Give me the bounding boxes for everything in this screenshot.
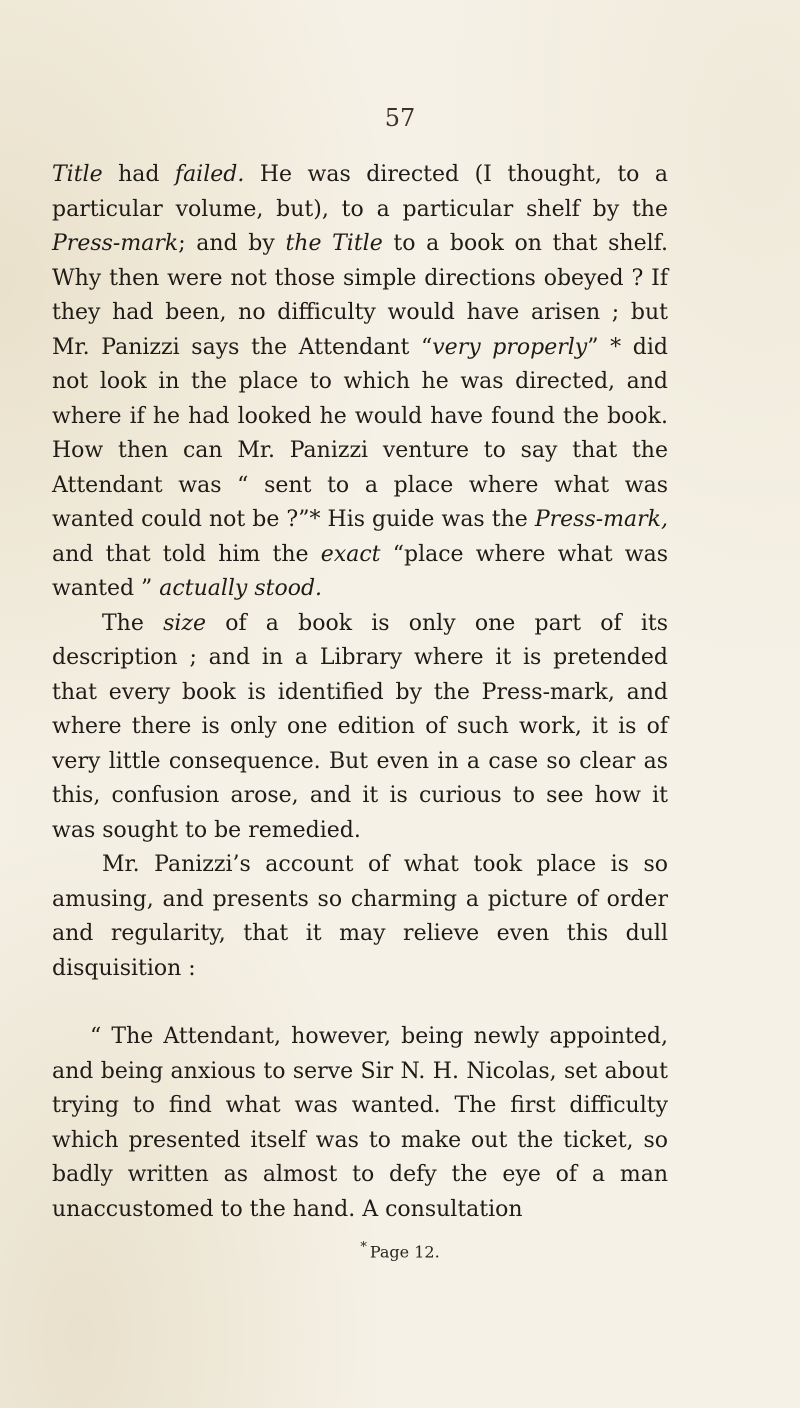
text-span: of a book is only one part of its description ; and in a Library where it is pretended that every book is identified by the Press-mark, and where there is only one edition of such work, it is of very little consequence. But even in a case so clear as this, confusion arose, and it is curious to see how it was sought to be remedied. <box>52 610 668 843</box>
italic-text-span: the Title <box>285 231 383 256</box>
paragraph <box>52 158 668 607</box>
footnote <box>0 1240 800 1261</box>
text-span: to a book on that shelf. Why then were not those simple directions obeyed ? If they had been, no difficulty would have arisen ; but Mr. Panizzi says the Attendant “ <box>52 231 668 360</box>
italic-text-span: very properly <box>432 334 588 360</box>
body-text <box>52 158 668 1227</box>
italic-text-span: Press-mark <box>52 231 179 256</box>
text-span: “ The Attendant, however, being newly appointed, and being anxious to serve Sir N. H. Nicolas, set about trying to find what was wanted. The first difficulty which presented itself was to make out the ticket, so badly written as almost to defy the eye of a man unaccustomed to the hand. A consultation <box>52 1024 668 1222</box>
italic-text-span: exact <box>320 541 381 567</box>
text-span: ” * did not look in the place to which he was directed, and where if he had looked he would have found the book. How then can Mr. Panizzi venture to say that the Attendant was “ sent to a place where what was wanted could not be ?”* His guide was the <box>52 334 668 532</box>
page-number: 57 <box>384 104 416 132</box>
italic-text-span: failed. <box>174 162 245 187</box>
italic-text-span: size <box>163 610 207 636</box>
paragraph <box>52 848 668 986</box>
italic-text-span: Title <box>52 162 103 187</box>
text-span: had <box>102 162 175 187</box>
paragraph <box>52 607 668 849</box>
quoted-paragraph <box>52 1020 668 1227</box>
text-span: “place where what was wanted ” <box>52 541 669 601</box>
text-span: The <box>102 610 164 636</box>
italic-text-span: actually stood. <box>159 576 323 601</box>
footnote-mark: * <box>360 1240 367 1255</box>
text-span: Mr. Panizzi’s account of what took place is so amusing, and presents so charming a picture of order and regularity, that it may relieve even this dull disquisition : <box>52 852 668 981</box>
text-span: He was directed (I thought, to a particular volume, but), to a particular shelf by the <box>52 162 668 222</box>
text-span: ; and by <box>178 231 286 256</box>
italic-text-span: Press-mark, <box>534 507 668 532</box>
text-span: and that told him the <box>52 541 321 567</box>
footnote-text: Page 12. <box>369 1242 440 1262</box>
